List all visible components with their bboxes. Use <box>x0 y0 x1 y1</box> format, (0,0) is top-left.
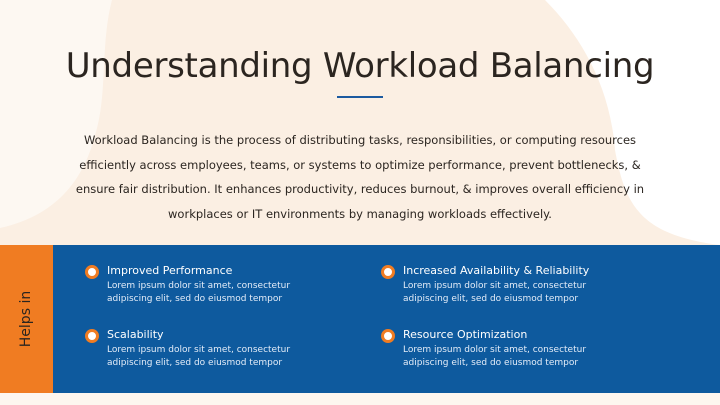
slide-title: Understanding Workload Balancing <box>65 46 655 86</box>
slide-description: Workload Balancing is the process of distributing tasks, responsibilities, or computing resources efficiently across employees, teams, or systems to optimize performance, prevent bottlenecks, & ensure fair distribution. It enhances productivity, reduces burnout, & improves overall efficiency in workplaces or IT environments by managing workloads effectively. <box>75 133 645 221</box>
benefit-title: Improved Performance <box>107 264 233 277</box>
bottom-strip <box>0 393 720 405</box>
benefit-text: Lorem ipsum dolor sit amet, consectetur adipiscing elit, sed do eiusmod tempor <box>403 281 587 304</box>
benefit-text: Lorem ipsum dolor sit amet, consectetur adipiscing elit, sed do eiusmod tempor <box>107 281 291 304</box>
ring-bullet-icon <box>381 265 395 279</box>
benefit-text: Lorem ipsum dolor sit amet, consectetur adipiscing elit, sed do eiusmod tempor <box>107 345 291 368</box>
benefit-title: Resource Optimization <box>403 328 528 341</box>
side-label: Helps in <box>18 290 34 348</box>
ring-bullet-icon <box>85 265 99 279</box>
benefit-title: Scalability <box>107 328 164 341</box>
side-label-panel <box>0 245 53 393</box>
benefits-band <box>0 245 720 393</box>
ring-bullet-icon <box>85 329 99 343</box>
ring-bullet-icon <box>381 329 395 343</box>
benefits-panel <box>53 245 720 393</box>
benefit-title: Increased Availability & Reliability <box>403 264 590 277</box>
title-underline <box>337 96 383 98</box>
benefit-text: Lorem ipsum dolor sit amet, consectetur adipiscing elit, sed do eiusmod tempor <box>403 345 587 368</box>
